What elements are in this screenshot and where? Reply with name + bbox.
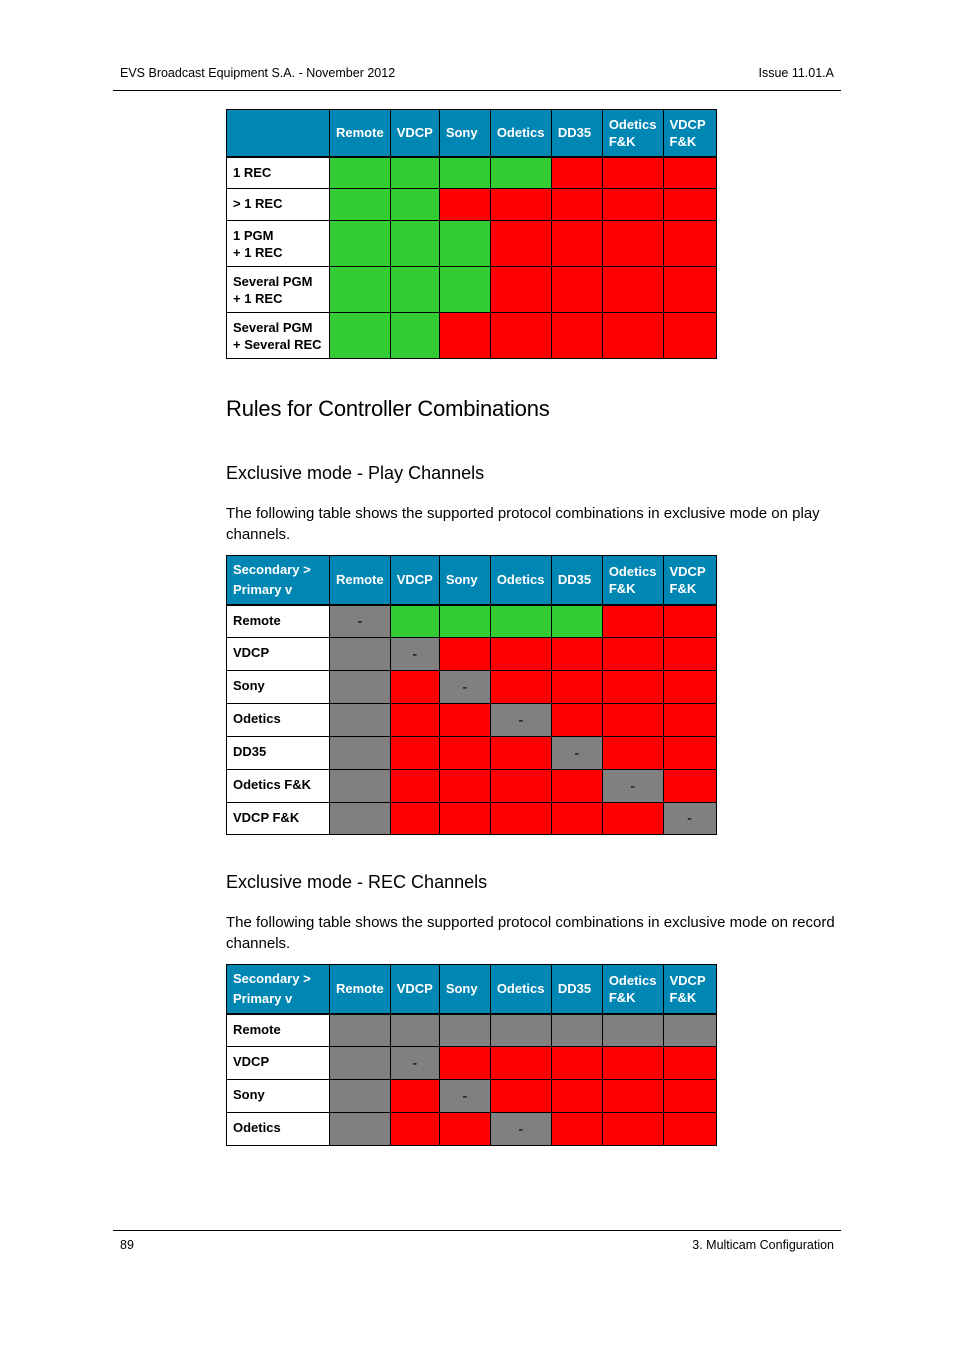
table1-cell-red bbox=[663, 157, 716, 189]
play-cell-grey bbox=[330, 704, 391, 737]
play-cell-red bbox=[663, 737, 716, 770]
rec-cell-red bbox=[390, 1113, 439, 1146]
play-cell-green bbox=[490, 605, 551, 638]
table1-corner bbox=[227, 110, 330, 157]
play-cell-na: - bbox=[602, 770, 663, 803]
play-cell-red bbox=[663, 671, 716, 704]
rec-channels-table bbox=[226, 964, 717, 1146]
row-label: Sony bbox=[227, 1080, 330, 1113]
rec-cell-red bbox=[490, 1047, 551, 1080]
rec-cell-grey bbox=[330, 1047, 391, 1080]
table-row bbox=[227, 803, 717, 835]
play-cell-na: - bbox=[439, 671, 490, 704]
table1-cell-red bbox=[551, 313, 602, 359]
table1-cell-green bbox=[330, 267, 391, 313]
table1-cell-red bbox=[663, 267, 716, 313]
row-label: Odetics F&K bbox=[227, 770, 330, 803]
col-header-remote: Remote bbox=[330, 110, 391, 157]
col-header-vdcp-fk: VDCP F&K bbox=[663, 110, 716, 157]
table-row bbox=[227, 157, 717, 189]
rec-cell-grey bbox=[551, 1014, 602, 1047]
play-cell-red bbox=[663, 605, 716, 638]
play-cell-green bbox=[551, 605, 602, 638]
table-row bbox=[227, 1113, 717, 1146]
table1-cell-red bbox=[551, 221, 602, 267]
play-cell-red bbox=[390, 803, 439, 835]
play-cell-red bbox=[390, 671, 439, 704]
col-header-vdcp: VDCP bbox=[390, 110, 439, 157]
table-row bbox=[227, 1047, 717, 1080]
table-row bbox=[227, 1014, 717, 1047]
play-cell-red bbox=[602, 803, 663, 835]
play-cell-red bbox=[390, 737, 439, 770]
table-row bbox=[227, 313, 717, 359]
row-label: Odetics bbox=[227, 1113, 330, 1146]
rec-cell-red bbox=[490, 1080, 551, 1113]
play-cell-grey bbox=[330, 803, 391, 835]
col-header-odetics-fk: Odetics F&K bbox=[602, 556, 663, 605]
col-header-vdcp-fk: VDCP F&K bbox=[663, 556, 716, 605]
col-header-odetics-fk: Odetics F&K bbox=[602, 110, 663, 157]
col-header-sony: Sony bbox=[439, 965, 490, 1014]
section-title: Rules for Controller Combinations bbox=[226, 396, 550, 421]
col-header-odetics: Odetics bbox=[490, 110, 551, 157]
play-cell-red bbox=[490, 737, 551, 770]
table1-cell-red bbox=[490, 313, 551, 359]
col-header-dd35: DD35 bbox=[551, 110, 602, 157]
rec-cell-grey bbox=[330, 1080, 391, 1113]
play-cell-red bbox=[490, 671, 551, 704]
row-label: Remote bbox=[227, 1014, 330, 1047]
rec-cell-grey bbox=[330, 1113, 391, 1146]
play-cell-red bbox=[439, 803, 490, 835]
row-label: Odetics bbox=[227, 704, 330, 737]
table1-cell-red bbox=[602, 157, 663, 189]
table-row bbox=[227, 704, 717, 737]
rec-table-corner: Secondary > Primary v bbox=[227, 965, 330, 1014]
table1-cell-red bbox=[551, 267, 602, 313]
table1-cell-red bbox=[663, 221, 716, 267]
col-header-odetics: Odetics bbox=[490, 556, 551, 605]
play-cell-red bbox=[602, 671, 663, 704]
play-cell-red bbox=[390, 770, 439, 803]
play-channels-table bbox=[226, 555, 717, 835]
rec-cell-red bbox=[439, 1113, 490, 1146]
table-row bbox=[227, 221, 717, 267]
table1-cell-red bbox=[439, 313, 490, 359]
table1-cell-green bbox=[390, 267, 439, 313]
table-row bbox=[227, 770, 717, 803]
play-cell-grey bbox=[330, 770, 391, 803]
play-cell-red bbox=[663, 638, 716, 671]
table1-cell-red bbox=[490, 221, 551, 267]
table-row bbox=[227, 671, 717, 704]
rec-cell-red bbox=[602, 1113, 663, 1146]
play-cell-red bbox=[439, 704, 490, 737]
play-cell-red bbox=[663, 704, 716, 737]
rec-cell-red bbox=[663, 1047, 716, 1080]
running-header-publisher: EVS Broadcast Equipment S.A. - November 2012 bbox=[120, 66, 396, 80]
row-label: 1 PGM + 1 REC bbox=[227, 221, 330, 267]
play-cell-green bbox=[439, 605, 490, 638]
rec-cell-red bbox=[390, 1080, 439, 1113]
col-header-vdcp-fk: VDCP F&K bbox=[663, 965, 716, 1014]
rec-cell-red bbox=[602, 1080, 663, 1113]
rec-cell-na: - bbox=[490, 1113, 551, 1146]
col-header-dd35: DD35 bbox=[551, 556, 602, 605]
play-channels-title: Exclusive mode - Play Channels bbox=[226, 463, 485, 483]
play-cell-red bbox=[551, 638, 602, 671]
play-cell-red bbox=[663, 770, 716, 803]
rec-cell-grey bbox=[330, 1014, 391, 1047]
col-header-remote: Remote bbox=[330, 965, 391, 1014]
play-cell-red bbox=[439, 770, 490, 803]
table1-cell-green bbox=[439, 221, 490, 267]
play-cell-red bbox=[490, 638, 551, 671]
play-channels-intro: The following table shows the supported protocol combinations in exclusive mode on play channels. bbox=[226, 505, 820, 543]
table1-cell-red bbox=[490, 267, 551, 313]
running-header-issue: Issue 11.01.A bbox=[758, 66, 834, 80]
row-label: Several PGM + Several REC bbox=[227, 313, 330, 359]
row-label: VDCP bbox=[227, 1047, 330, 1080]
rec-cell-red bbox=[551, 1047, 602, 1080]
play-cell-red bbox=[439, 737, 490, 770]
rec-cell-red bbox=[439, 1047, 490, 1080]
col-header-remote: Remote bbox=[330, 556, 391, 605]
table1-cell-green bbox=[439, 267, 490, 313]
footer-rule bbox=[113, 1230, 841, 1231]
table1-cell-green bbox=[390, 157, 439, 189]
play-cell-red bbox=[551, 671, 602, 704]
table1-cell-green bbox=[490, 157, 551, 189]
table-row bbox=[227, 638, 717, 671]
play-cell-red bbox=[602, 704, 663, 737]
table-row bbox=[227, 267, 717, 313]
play-cell-grey bbox=[330, 737, 391, 770]
row-label: Remote bbox=[227, 605, 330, 638]
rec-cell-na: - bbox=[439, 1080, 490, 1113]
play-cell-red bbox=[439, 638, 490, 671]
rec-cell-grey bbox=[390, 1014, 439, 1047]
rec-cell-red bbox=[551, 1113, 602, 1146]
play-table-corner: Secondary > Primary v bbox=[227, 556, 330, 605]
rec-channels-title: Exclusive mode - REC Channels bbox=[226, 872, 488, 892]
page-number: 89 bbox=[120, 1238, 134, 1252]
rec-cell-grey bbox=[602, 1014, 663, 1047]
table-row bbox=[227, 737, 717, 770]
col-header-sony: Sony bbox=[439, 556, 490, 605]
col-header-odetics: Odetics bbox=[490, 965, 551, 1014]
table1-cell-green bbox=[390, 221, 439, 267]
row-label: 1 REC bbox=[227, 157, 330, 189]
table1-cell-green bbox=[390, 189, 439, 221]
row-label: DD35 bbox=[227, 737, 330, 770]
rec-cell-grey bbox=[490, 1014, 551, 1047]
play-cell-na: - bbox=[330, 605, 391, 638]
header-rule bbox=[113, 90, 841, 91]
play-cell-red bbox=[490, 803, 551, 835]
table1-cell-red bbox=[439, 189, 490, 221]
table-row bbox=[227, 1080, 717, 1113]
row-label: VDCP F&K bbox=[227, 803, 330, 835]
table-row bbox=[227, 189, 717, 221]
play-cell-red bbox=[551, 770, 602, 803]
rec-cell-red bbox=[663, 1113, 716, 1146]
rec-cell-na: - bbox=[390, 1047, 439, 1080]
table1-cell-red bbox=[663, 313, 716, 359]
play-cell-red bbox=[390, 704, 439, 737]
play-cell-na: - bbox=[490, 704, 551, 737]
rec-cell-grey bbox=[663, 1014, 716, 1047]
protocol-support-table bbox=[226, 109, 717, 359]
rec-cell-red bbox=[551, 1080, 602, 1113]
play-cell-green bbox=[390, 605, 439, 638]
table1-cell-red bbox=[663, 189, 716, 221]
table1-cell-green bbox=[330, 313, 391, 359]
play-cell-red bbox=[602, 638, 663, 671]
play-cell-red bbox=[602, 737, 663, 770]
table1-cell-green bbox=[330, 221, 391, 267]
row-label: > 1 REC bbox=[227, 189, 330, 221]
table1-cell-red bbox=[602, 267, 663, 313]
table1-cell-green bbox=[390, 313, 439, 359]
rec-cell-red bbox=[602, 1047, 663, 1080]
table1-cell-red bbox=[490, 189, 551, 221]
rec-channels-intro: The following table shows the supported protocol combinations in exclusive mode on record channels. bbox=[226, 914, 835, 952]
table1-cell-red bbox=[551, 157, 602, 189]
row-label: Sony bbox=[227, 671, 330, 704]
play-cell-red bbox=[551, 704, 602, 737]
table1-cell-red bbox=[602, 189, 663, 221]
table1-cell-red bbox=[602, 313, 663, 359]
col-header-odetics-fk: Odetics F&K bbox=[602, 965, 663, 1014]
table1-cell-green bbox=[330, 157, 391, 189]
row-label: VDCP bbox=[227, 638, 330, 671]
play-cell-grey bbox=[330, 638, 391, 671]
col-header-dd35: DD35 bbox=[551, 965, 602, 1014]
play-cell-na: - bbox=[663, 803, 716, 835]
play-cell-red bbox=[602, 605, 663, 638]
table1-cell-green bbox=[330, 189, 391, 221]
col-header-vdcp: VDCP bbox=[390, 556, 439, 605]
play-cell-red bbox=[551, 803, 602, 835]
play-cell-grey bbox=[330, 671, 391, 704]
rec-cell-red bbox=[663, 1080, 716, 1113]
chapter-title: 3. Multicam Configuration bbox=[692, 1238, 834, 1252]
table-row bbox=[227, 605, 717, 638]
play-cell-na: - bbox=[390, 638, 439, 671]
col-header-sony: Sony bbox=[439, 110, 490, 157]
table1-cell-green bbox=[439, 157, 490, 189]
table1-cell-red bbox=[602, 221, 663, 267]
play-cell-na: - bbox=[551, 737, 602, 770]
rec-cell-grey bbox=[439, 1014, 490, 1047]
col-header-vdcp: VDCP bbox=[390, 965, 439, 1014]
table1-cell-red bbox=[551, 189, 602, 221]
row-label: Several PGM + 1 REC bbox=[227, 267, 330, 313]
play-cell-red bbox=[490, 770, 551, 803]
